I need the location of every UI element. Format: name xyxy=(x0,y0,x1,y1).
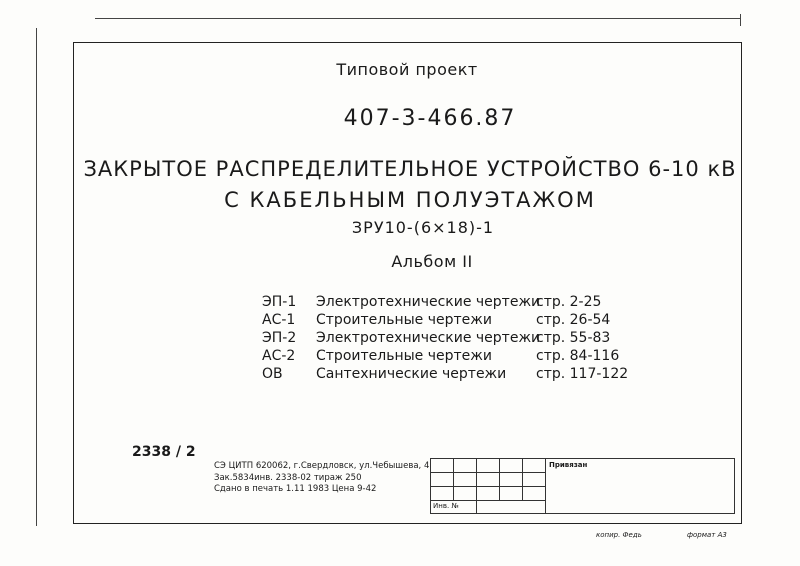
contents-row xyxy=(262,312,632,330)
section-pages: стр. 2-25 xyxy=(536,294,602,310)
section-pages: стр. 117-122 xyxy=(536,366,629,382)
contents-list xyxy=(262,294,632,384)
section-title: Строительные чертежи xyxy=(316,312,492,328)
album-label: Альбом II xyxy=(391,252,473,271)
contents-row xyxy=(262,330,632,348)
sheet-left-edge xyxy=(36,28,37,526)
stamp-label: Привязан xyxy=(546,459,735,514)
imprint-line: Зак.5834инв. 2338-02 тираж 250 xyxy=(214,472,362,483)
print-imprint xyxy=(214,461,429,496)
imprint-line: Сдано в печать 1.11 1983 Цена 9-42 xyxy=(214,484,377,494)
section-code: АС-2 xyxy=(262,348,296,364)
section-code: ЭП-2 xyxy=(262,330,297,346)
section-code: ОВ xyxy=(262,366,283,382)
project-type: Типовой проект xyxy=(336,60,478,79)
section-title: Электротехнические чертежи xyxy=(316,330,541,346)
sheet-top-edge xyxy=(95,18,740,19)
contents-row xyxy=(262,348,632,366)
sheet-format: формат А3 xyxy=(687,531,727,539)
section-title: Строительные чертежи xyxy=(316,348,492,364)
inventory-label: Инв. № xyxy=(431,501,477,514)
section-pages: стр. 26-54 xyxy=(536,312,611,328)
title-line-1: ЗАКРЫТОЕ РАСПРЕДЕЛИТЕЛЬНОЕ УСТРОЙСТВО 6-10 кВ xyxy=(83,157,737,181)
title-block-stamp xyxy=(430,458,735,513)
copied-by: копир. Федь xyxy=(596,531,642,539)
designation: ЗРУ10-(6×18)-1 xyxy=(351,218,495,237)
contents-row xyxy=(262,366,632,384)
sheet-number: 2338 / 2 xyxy=(132,444,196,460)
sheet-corner-tick xyxy=(740,14,741,26)
project-number: 407-3-466.87 xyxy=(343,106,517,131)
section-pages: стр. 55-83 xyxy=(536,330,611,346)
section-code: ЭП-1 xyxy=(262,294,297,310)
section-title: Сантехнические чертежи xyxy=(316,366,507,382)
contents-row xyxy=(262,294,632,312)
section-pages: стр. 84-116 xyxy=(536,348,620,364)
section-code: АС-1 xyxy=(262,312,296,328)
imprint-line: СЭ ЦИТП 620062, г.Свердловск, ул.Чебышева, 4 xyxy=(214,461,430,471)
section-title: Электротехнические чертежи xyxy=(316,294,541,310)
title-line-2: С КАБЕЛЬНЫМ ПОЛУЭТАЖОМ xyxy=(224,188,596,212)
